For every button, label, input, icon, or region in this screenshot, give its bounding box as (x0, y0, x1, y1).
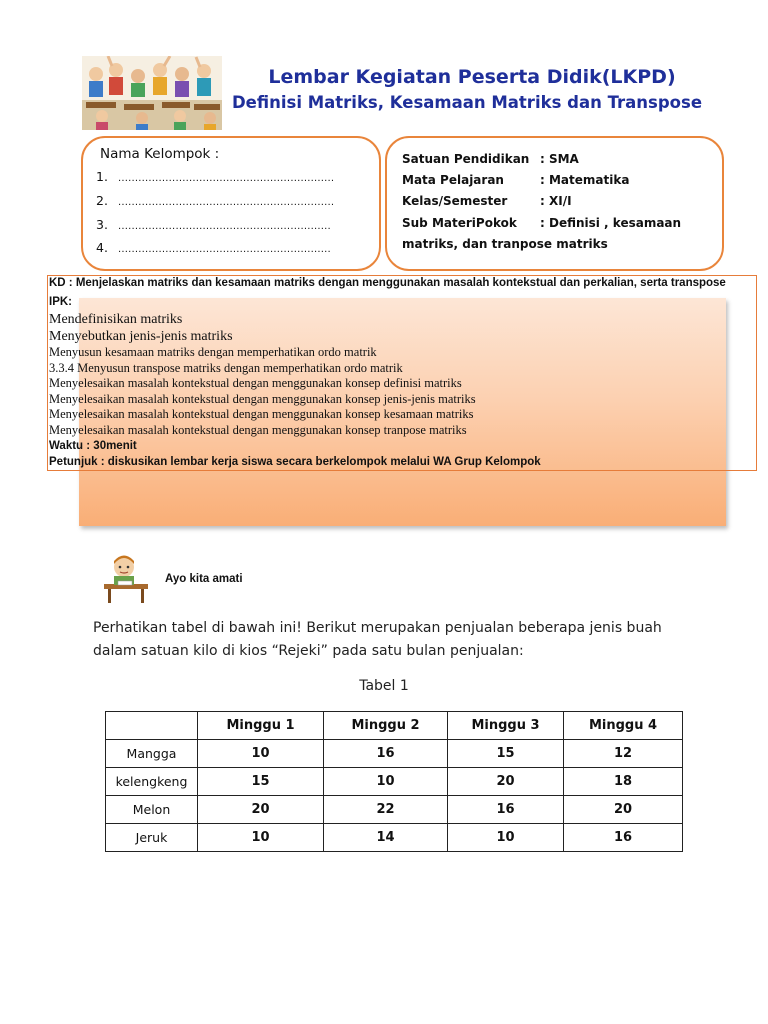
info-row-submaterial (402, 216, 681, 230)
table-header-cell: Minggu 2 (324, 712, 448, 740)
table-cell: 14 (324, 824, 448, 852)
table-header-cell: Minggu 1 (198, 712, 324, 740)
ipk-item: Menyelesaikan masalah kontekstual dengan menggunakan konsep definisi matriks (49, 376, 462, 391)
table-cell: 18 (564, 768, 683, 796)
table-cell-fruit: Melon (106, 796, 198, 824)
kd-text: KD : Menjelaskan matriks dan kesamaan matriks dengan menggunakan masalah kontekstual dan perkalian, serta transpose (49, 277, 726, 289)
observe-heading: Ayo kita amati (165, 573, 243, 585)
info-continuation: matriks, dan tranpose matriks (402, 237, 608, 251)
table-cell: 20 (564, 796, 683, 824)
table-header-cell (106, 712, 198, 740)
table-cell-fruit: Mangga (106, 740, 198, 768)
ipk-label: IPK: (49, 296, 72, 308)
info-value: : XI/I (540, 194, 572, 208)
sales-table (105, 711, 683, 852)
info-row-class (402, 194, 572, 208)
table-cell-fruit: Jeruk (106, 824, 198, 852)
ipk-item: Mendefinisikan matriks (49, 312, 183, 327)
table-header-row (106, 712, 683, 740)
table-row (106, 740, 683, 768)
table-row (106, 824, 683, 852)
table-header-cell: Minggu 3 (448, 712, 564, 740)
member-blank: ............................................................... (118, 221, 331, 232)
info-row-school (402, 152, 579, 166)
member-number: 3. (96, 217, 108, 232)
group-name-label: Nama Kelompok : (100, 146, 220, 162)
info-label: Kelas/Semester (402, 194, 508, 208)
info-label: Satuan Pendidikan (402, 152, 530, 166)
table-header-cell: Minggu 4 (564, 712, 683, 740)
info-row-subject (402, 173, 629, 187)
table-cell: 12 (564, 740, 683, 768)
table-cell: 10 (198, 824, 324, 852)
page-title: Lembar Kegiatan Peserta Didik(LKPD) (268, 66, 676, 88)
problem-paragraph: Perhatikan tabel di bawah ini! Berikut merupakan penjualan beberapa jenis buah dalam satuan kilo di kios “Rejeki” pada satu bulan penjualan: (93, 620, 662, 659)
table-cell: 10 (324, 768, 448, 796)
ipk-item: 3.3.4 Menyusun transpose matriks dengan memperhatikan ordo matrik (49, 360, 403, 375)
table-row (106, 796, 683, 824)
info-value: : SMA (540, 152, 579, 166)
table-cell: 20 (448, 768, 564, 796)
member-line[interactable] (96, 217, 331, 232)
info-label: Mata Pelajaran (402, 173, 504, 187)
table-cell: 10 (448, 824, 564, 852)
ipk-item: Menyelesaikan masalah kontekstual dengan menggunakan konsep jenis-jenis matriks (49, 391, 476, 406)
course-info-box (385, 136, 724, 271)
table-cell: 10 (198, 740, 324, 768)
member-line[interactable] (96, 193, 334, 208)
ipk-item: Menyusun kesamaan matriks dengan memperhatikan ordo matrik (49, 345, 377, 359)
member-line[interactable] (96, 240, 331, 255)
member-blank: ................................................................ (118, 173, 335, 184)
group-name-box (81, 136, 381, 271)
table-cell-fruit: kelengkeng (106, 768, 198, 796)
table-cell: 15 (198, 768, 324, 796)
ipk-list (49, 311, 476, 439)
page-subtitle: Definisi Matriks, Kesamaan Matriks dan Transpose (231, 93, 703, 112)
member-blank: ................................................................ (118, 197, 335, 208)
classroom-illustration (82, 56, 222, 130)
table-caption: Tabel 1 (359, 678, 409, 694)
info-value: : Definisi , kesamaan (540, 216, 682, 230)
time-allocation: Waktu : 30menit (49, 440, 137, 452)
member-number: 2. (96, 193, 108, 208)
member-number: 1. (96, 169, 108, 184)
instructions: Petunjuk : diskusikan lembar kerja siswa secara berkelompok melalui WA Grup Kelompok (49, 456, 541, 468)
info-label: Sub MateriPokok (402, 216, 517, 230)
ipk-item: Menyelesaikan masalah kontekstual dengan menggunakan konsep tranpose matriks (49, 422, 467, 437)
member-line[interactable] (96, 169, 334, 184)
table-cell: 15 (448, 740, 564, 768)
table-cell: 22 (324, 796, 448, 824)
table-row (106, 768, 683, 796)
member-number: 4. (96, 240, 108, 255)
table-cell: 16 (448, 796, 564, 824)
table-cell: 20 (198, 796, 324, 824)
ipk-item: Menyelesaikan masalah kontekstual dengan menggunakan konsep kesamaan matriks (49, 407, 474, 422)
member-blank: ............................................................... (118, 244, 331, 255)
ipk-item: Menyebutkan jenis-jenis matriks (49, 329, 233, 344)
student-illustration (100, 554, 152, 604)
table-cell: 16 (564, 824, 683, 852)
table-cell: 16 (324, 740, 448, 768)
info-value: : Matematika (540, 173, 630, 187)
